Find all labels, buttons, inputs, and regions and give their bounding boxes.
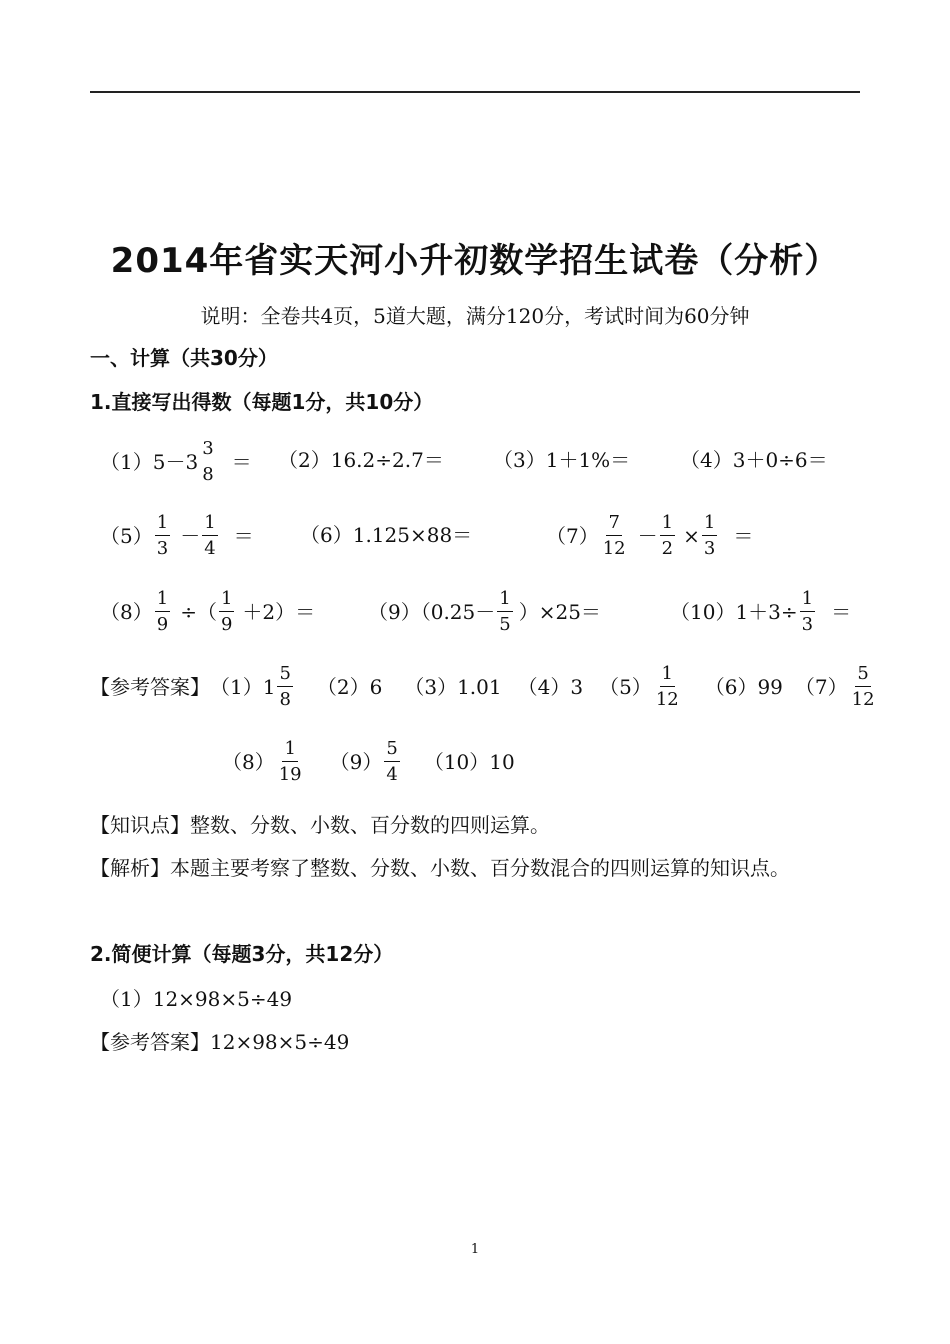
header-rule: [90, 91, 860, 93]
exam-instructions: 说明：全卷共4页，5道大题，满分120分，考试时间为60分钟: [200, 304, 750, 328]
answer-key-3: 【参考答案】12×98×5÷49: [90, 1030, 350, 1054]
problem-1-10: （10）1＋3÷ $\frac{1}{3}$ ＝: [670, 588, 852, 635]
knowledge-point: 【知识点】整数、分数、小数、百分数的四则运算。: [90, 813, 550, 837]
page-title: 2014年省实天河小升初数学招生试卷（分析）: [110, 241, 840, 281]
problem-1-7: （7） $\frac{7}{12}$ － $\frac{1}{2}$ × $\frac{1}{3}$ ＝: [546, 512, 754, 559]
problem-1-4: （4）3＋0÷6＝: [680, 448, 828, 472]
problem-1-5: （5） $\frac{1}{3}$ － $\frac{1}{4}$ ＝: [100, 512, 254, 559]
problem-1-2: （2）16.2÷2.7＝: [278, 448, 444, 472]
section-heading-1: 一、计算（共30分）: [90, 346, 278, 370]
problem-1-1: （1） 5－3 3 8 ＝: [100, 438, 252, 485]
answer-key-2: （8） $\frac{1}{19}$ （9） $\frac{5}{4}$ （10）10: [222, 738, 515, 785]
question-heading-2: 2.简便计算（每题3分，共12分）: [90, 942, 394, 966]
problem-1-3: （3）1＋1%＝: [493, 448, 631, 472]
question-heading-1: 1.直接写出得数（每题1分，共10分）: [90, 390, 434, 414]
problem-1-6: （6）1.125×88＝: [300, 523, 473, 547]
page-number: 1: [470, 1242, 480, 1257]
answer-key-1: 【参考答案】 （1）1 $\frac{5}{8}$ （2）6 （3）1.01 （4）3 （5） $\frac{1}{12}$ （6）99 （7） $\frac{5}{12}$: [90, 663, 875, 710]
problem-1-8: （8） $\frac{1}{9}$ ÷（ $\frac{1}{9}$ ＋2）＝: [100, 588, 316, 635]
analysis: 【解析】本题主要考察了整数、分数、小数、百分数混合的四则运算的知识点。: [90, 856, 790, 880]
problem-2-1: （1）12×98×5÷49: [100, 987, 293, 1011]
problem-1-9: （9）（0.25－ $\frac{1}{5}$ ）×25＝: [368, 588, 601, 635]
